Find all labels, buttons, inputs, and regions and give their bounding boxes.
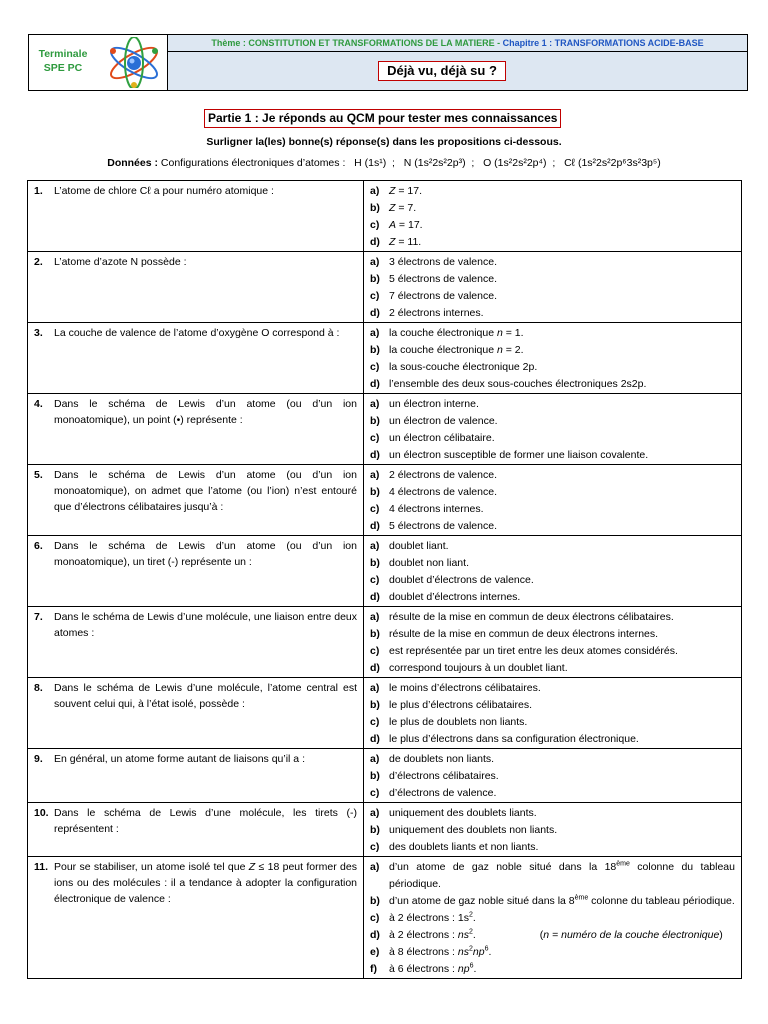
- answer-option[interactable]: [370, 609, 735, 626]
- option-letter: b): [370, 770, 380, 782]
- answer-option[interactable]: [370, 768, 735, 785]
- option-letter: b): [370, 344, 380, 356]
- answer-option[interactable]: [370, 927, 735, 944]
- answer-option[interactable]: [370, 822, 735, 839]
- option-text: 4 électrons internes.: [389, 503, 484, 515]
- option-letter: c): [370, 841, 380, 853]
- option-text: résulte de la mise en commun de deux électrons internes.: [389, 628, 659, 640]
- part-title: Partie 1 : Je réponds au QCM pour tester mes connaissances: [204, 109, 561, 128]
- question: [34, 751, 357, 767]
- question-row: [28, 803, 742, 857]
- option-text: le plus de doublets non liants.: [389, 716, 528, 728]
- level-label: Terminale SPE PC: [38, 48, 88, 74]
- option-text: correspond toujours à un doublet liant.: [389, 662, 568, 674]
- answer-option[interactable]: [370, 271, 735, 288]
- header-left-cell: [29, 35, 168, 90]
- option-text: est représentée par un tiret entre les deux atomes considérés.: [389, 645, 678, 657]
- option-letter: d): [370, 378, 380, 390]
- answer-option[interactable]: [370, 731, 735, 748]
- option-letter: b): [370, 895, 380, 907]
- option-letter: d): [370, 520, 380, 532]
- options-cell: [364, 536, 742, 607]
- options-cell: [364, 607, 742, 678]
- option-text: 2 électrons internes.: [389, 307, 484, 319]
- question: [34, 467, 357, 515]
- option-letter: a): [370, 540, 380, 552]
- option-text: 2 électrons de valence.: [389, 469, 497, 481]
- option-letter: d): [370, 591, 380, 603]
- answer-option[interactable]: [370, 589, 735, 606]
- data-label: Données :: [107, 157, 158, 169]
- option-letter: d): [370, 449, 380, 461]
- option-text: doublet liant.: [389, 540, 449, 552]
- option-text: l’ensemble des deux sous-couches électroniques 2s2p.: [389, 378, 647, 390]
- answer-option[interactable]: [370, 660, 735, 677]
- option-letter: c): [370, 645, 380, 657]
- answer-option[interactable]: [370, 805, 735, 822]
- question-number: 3.: [34, 327, 43, 339]
- options-cell: [364, 465, 742, 536]
- chapter-text: Chapitre 1 : TRANSFORMATIONS ACIDE-BASE: [502, 38, 704, 48]
- atom-logo-icon: [105, 37, 163, 88]
- option-letter: b): [370, 699, 380, 711]
- question-row: [28, 536, 742, 607]
- option-letter: a): [370, 753, 380, 765]
- option-letter: d): [370, 307, 380, 319]
- option-letter: c): [370, 912, 380, 924]
- option-letter: a): [370, 256, 380, 268]
- option-text: 4 électrons de valence.: [389, 486, 497, 498]
- option-letter: c): [370, 219, 380, 231]
- data-line: Données : Configurations électroniques d’atomes : H (1s¹) ; N (1s²2s²2p³) ; O (1s²2s²2p⁴) ; Cℓ (1s²2s²2p⁶3s²3p⁵): [107, 157, 661, 169]
- answer-option[interactable]: [370, 396, 735, 413]
- option-text: un électron susceptible de former une liaison covalente.: [389, 449, 649, 461]
- question-cell: [28, 536, 364, 607]
- answer-option[interactable]: [370, 697, 735, 714]
- option-text: 5 électrons de valence.: [389, 520, 497, 532]
- question-number: 6.: [34, 540, 43, 552]
- option-letter: f): [370, 963, 377, 975]
- config-h: H (1s¹): [354, 157, 387, 169]
- answer-option[interactable]: [370, 910, 735, 927]
- question: [34, 538, 357, 570]
- config-o: O (1s²2s²2p⁴): [483, 157, 547, 169]
- option-text: Z = 17.: [389, 185, 422, 197]
- option-letter: d): [370, 236, 380, 248]
- option-letter: a): [370, 185, 380, 197]
- question: [34, 680, 357, 712]
- option-letter: c): [370, 716, 380, 728]
- question-row: [28, 749, 742, 803]
- option-text: résulte de la mise en commun de deux électrons célibataires.: [389, 611, 674, 623]
- option-letter: a): [370, 398, 380, 410]
- option-text: le plus d’électrons célibataires.: [389, 699, 532, 711]
- question-row: [28, 323, 742, 394]
- question-number: 2.: [34, 256, 43, 268]
- question-row: [28, 252, 742, 323]
- answer-option[interactable]: [370, 944, 735, 961]
- data-text: Configurations électroniques d’atomes :: [160, 157, 346, 169]
- option-text: d’électrons célibataires.: [389, 770, 499, 782]
- option-text: 5 électrons de valence.: [389, 273, 497, 285]
- answer-option[interactable]: [370, 680, 735, 697]
- question-row: [28, 181, 742, 252]
- question: [34, 254, 357, 270]
- options-cell: [364, 394, 742, 465]
- options-cell: [364, 252, 742, 323]
- option-text: d’un atome de gaz noble situé dans la 18ème colonne du tableau périodique.: [389, 860, 735, 890]
- answer-option[interactable]: [370, 501, 735, 518]
- config-cl: Cℓ (1s²2s²2p⁶3s²3p⁵): [564, 157, 661, 169]
- answer-option[interactable]: [370, 893, 735, 910]
- option-letter: c): [370, 361, 380, 373]
- option-letter: b): [370, 486, 380, 498]
- option-letter: a): [370, 861, 380, 873]
- question-text: Dans le schéma de Lewis d’une molécule, l’atome central est souvent celui qui, à l’état isolé, possède :: [54, 682, 357, 710]
- option-letter: a): [370, 469, 380, 481]
- theme-text: Thème : CONSTITUTION ET TRANSFORMATIONS DE LA MATIERE -: [211, 38, 503, 48]
- option-text: uniquement des doublets non liants.: [389, 824, 558, 836]
- option-letter: b): [370, 628, 380, 640]
- option-letter: d): [370, 733, 380, 745]
- question-cell: [28, 607, 364, 678]
- option-letter: b): [370, 273, 380, 285]
- question: [34, 805, 357, 837]
- question-cell: [28, 181, 364, 252]
- option-text: uniquement des doublets liants.: [389, 807, 537, 819]
- option-text: un électron célibataire.: [389, 432, 495, 444]
- option-letter: c): [370, 787, 380, 799]
- option-text: A = 17.: [389, 219, 423, 231]
- question-row: [28, 607, 742, 678]
- option-text: Z = 11.: [389, 236, 422, 248]
- option-text: un électron de valence.: [389, 415, 498, 427]
- answer-option[interactable]: [370, 413, 735, 430]
- question-text: Dans le schéma de Lewis d’un atome (ou d’un ion monoatomique), un point (•) représente :: [54, 398, 357, 426]
- answer-option[interactable]: [370, 447, 735, 464]
- question-cell: [28, 465, 364, 536]
- answer-option[interactable]: [370, 325, 735, 342]
- question: [34, 183, 357, 199]
- answer-option[interactable]: [370, 183, 735, 200]
- option-letter: b): [370, 557, 380, 569]
- option-text: de doublets non liants.: [389, 753, 495, 765]
- question-cell: [28, 394, 364, 465]
- question-number: 11.: [34, 861, 49, 873]
- answer-option[interactable]: [370, 572, 735, 589]
- answer-option[interactable]: [370, 643, 735, 660]
- option-text: le plus d’électrons dans sa configuration électronique.: [389, 733, 639, 745]
- options-cell: [364, 857, 742, 979]
- answer-option[interactable]: [370, 359, 735, 376]
- option-text: 3 électrons de valence.: [389, 256, 497, 268]
- option-text: la couche électronique n = 1.: [389, 327, 524, 339]
- option-letter: d): [370, 929, 380, 941]
- qcm-table: [27, 180, 742, 979]
- option-text: 7 électrons de valence.: [389, 290, 497, 302]
- page-title: Déjà vu, déjà su ?: [378, 61, 506, 81]
- question-cell: [28, 857, 364, 979]
- question-cell: [28, 749, 364, 803]
- option-text: doublet non liant.: [389, 557, 469, 569]
- question-text: L’atome d’azote N possède :: [54, 256, 187, 268]
- option-letter: c): [370, 503, 380, 515]
- option-text: des doublets liants et non liants.: [389, 841, 539, 853]
- question-number: 1.: [34, 185, 43, 197]
- answer-option[interactable]: [370, 538, 735, 555]
- option-letter: d): [370, 662, 380, 674]
- question-row: [28, 394, 742, 465]
- answer-option[interactable]: [370, 200, 735, 217]
- option-letter: b): [370, 202, 380, 214]
- options-cell: [364, 803, 742, 857]
- option-text: d’électrons de valence.: [389, 787, 497, 799]
- option-text: la sous-couche électronique 2p.: [389, 361, 538, 373]
- question-text: Pour se stabiliser, un atome isolé tel que Z ≤ 18 peut former des ions ou des molécules : il a tendance à adopter la configuration électronique de valence :: [54, 861, 357, 905]
- question-cell: [28, 252, 364, 323]
- option-text: Z = 7.: [389, 202, 417, 214]
- answer-option[interactable]: [370, 288, 735, 305]
- answer-option[interactable]: [370, 217, 735, 234]
- answer-option[interactable]: [370, 839, 735, 856]
- option-letter: c): [370, 290, 380, 302]
- answer-option[interactable]: [370, 751, 735, 768]
- question-text: Dans le schéma de Lewis d’un atome (ou d’un ion monoatomique), un tiret (-) représente un :: [54, 540, 357, 568]
- answer-option[interactable]: [370, 555, 735, 572]
- page-header: [28, 34, 748, 91]
- instructions: Surligner la(les) bonne(s) réponse(s) dans les propositions ci-dessous.: [206, 136, 562, 148]
- option-letter: c): [370, 574, 380, 586]
- option-text: un électron interne.: [389, 398, 479, 410]
- option-text: d’un atome de gaz noble situé dans la 8ème colonne du tableau périodique.: [389, 894, 735, 907]
- question-number: 5.: [34, 469, 43, 481]
- question-text: La couche de valence de l’atome d’oxygène O correspond à :: [54, 327, 340, 339]
- option-letter: c): [370, 432, 380, 444]
- answer-option[interactable]: [370, 305, 735, 322]
- question-text: Dans le schéma de Lewis d’une molécule, une liaison entre deux atomes :: [54, 611, 357, 639]
- question-row: [28, 857, 742, 979]
- answer-option[interactable]: [370, 376, 735, 393]
- question-number: 10.: [34, 807, 49, 819]
- question-text: L’atome de chlore Cℓ a pour numéro atomique :: [54, 185, 274, 197]
- option-text: la couche électronique n = 2.: [389, 344, 524, 356]
- question-row: [28, 678, 742, 749]
- option-text: à 2 électrons : $1s^2$.: [389, 911, 476, 924]
- question: [34, 609, 357, 641]
- answer-option[interactable]: [370, 430, 735, 447]
- options-cell: [364, 181, 742, 252]
- option-letter: a): [370, 327, 380, 339]
- answer-option[interactable]: [370, 961, 735, 978]
- answer-option[interactable]: [370, 859, 735, 893]
- option-text: à 8 électrons : $ns^2np^6$.: [389, 945, 492, 958]
- answer-option[interactable]: [370, 342, 735, 359]
- options-cell: [364, 323, 742, 394]
- question-row: [28, 465, 742, 536]
- question-cell: [28, 323, 364, 394]
- question: [34, 325, 357, 341]
- option-letter: a): [370, 611, 380, 623]
- theme-line: [168, 35, 747, 52]
- option-text: doublet d’électrons de valence.: [389, 574, 534, 586]
- answer-option[interactable]: [370, 785, 735, 802]
- option-letter: a): [370, 807, 380, 819]
- options-cell: [364, 749, 742, 803]
- question-text: En général, un atome forme autant de liaisons qu’il a :: [54, 753, 305, 765]
- question-number: 9.: [34, 753, 43, 765]
- option-text: à 2 électrons : $ns^2$. (n = numéro de la couche électronique): [389, 928, 723, 941]
- option-letter: b): [370, 824, 380, 836]
- answer-option[interactable]: [370, 254, 735, 271]
- option-letter: e): [370, 946, 380, 958]
- answer-option[interactable]: [370, 234, 735, 251]
- question-text: Dans le schéma de Lewis d’une molécule, les tirets (-) représentent :: [54, 807, 357, 835]
- title-cell: [168, 52, 747, 90]
- config-n: N (1s²2s²2p³): [403, 157, 466, 169]
- option-text: à 6 électrons : $np^6$.: [389, 962, 477, 975]
- answer-option[interactable]: [370, 714, 735, 731]
- question-number: 4.: [34, 398, 43, 410]
- options-cell: [364, 678, 742, 749]
- question-cell: [28, 803, 364, 857]
- answer-option[interactable]: [370, 484, 735, 501]
- option-letter: b): [370, 415, 380, 427]
- answer-option[interactable]: [370, 467, 735, 484]
- question-number: 7.: [34, 611, 43, 623]
- question-number: 8.: [34, 682, 43, 694]
- question-cell: [28, 678, 364, 749]
- option-letter: a): [370, 682, 380, 694]
- question-text: Dans le schéma de Lewis d’un atome (ou d’un ion monoatomique), on admet que l’atome (ou l’ion) n’est entouré que d’électrons célibataires jusqu’à :: [54, 469, 357, 513]
- option-text: le moins d’électrons célibataires.: [389, 682, 541, 694]
- option-text: doublet d’électrons internes.: [389, 591, 521, 603]
- question: [34, 396, 357, 428]
- question: [34, 859, 357, 907]
- answer-option[interactable]: [370, 518, 735, 535]
- answer-option[interactable]: [370, 626, 735, 643]
